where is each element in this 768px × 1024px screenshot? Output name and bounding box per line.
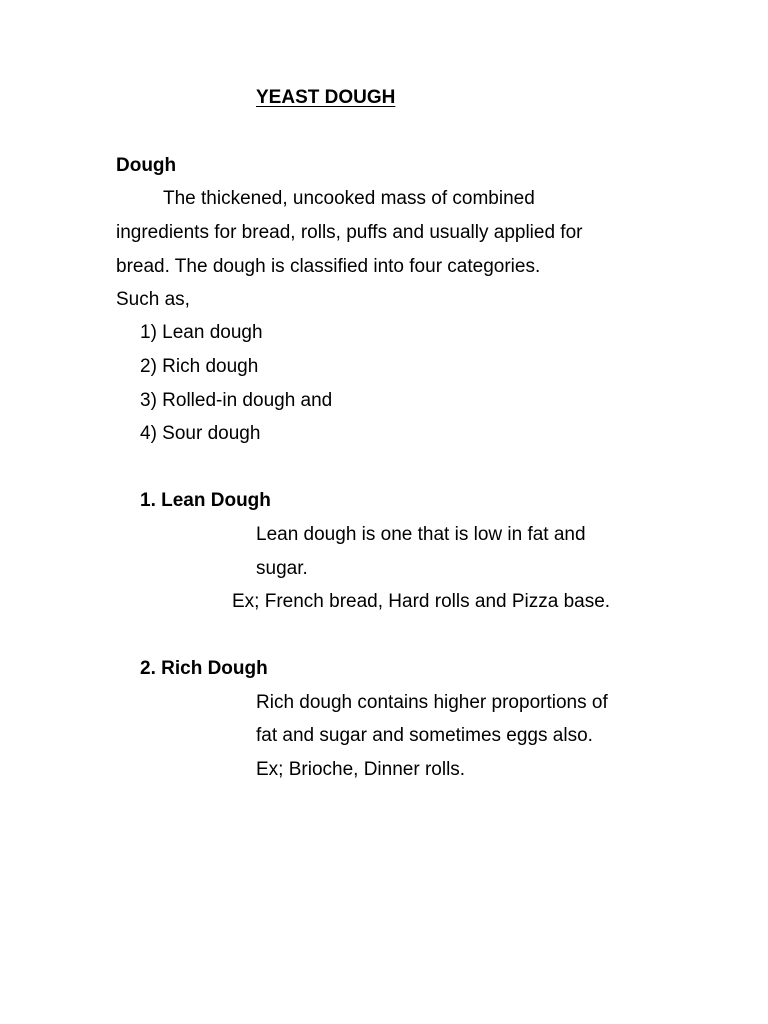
rich-dough-description-line: Rich dough contains higher proportions of [256,692,608,713]
category-list-item: 2) Rich dough [140,356,259,377]
rich-dough-example: Ex; Brioche, Dinner rolls. [256,759,466,780]
rich-dough-heading: 2. Rich Dough [140,658,268,679]
lean-dough-heading: 1. Lean Dough [140,490,271,511]
dough-paragraph-line: bread. The dough is classified into four categories. [116,256,541,277]
dough-heading: Dough [116,155,177,176]
category-list-item: 4) Sour dough [140,423,261,444]
category-list-item: 1) Lean dough [140,322,263,343]
lean-dough-description-line: sugar. [256,558,308,579]
category-list-item: 3) Rolled-in dough and [140,390,333,411]
dough-paragraph-line: ingredients for bread, rolls, puffs and usually applied for [116,222,583,243]
lean-dough-example: Ex; French bread, Hard rolls and Pizza base. [232,591,611,612]
lean-dough-description-line: Lean dough is one that is low in fat and [256,524,586,545]
dough-paragraph-line: The thickened, uncooked mass of combined [163,188,535,209]
rich-dough-description-line: fat and sugar and sometimes eggs also. [256,725,593,746]
document-title: YEAST DOUGH [256,87,396,108]
dough-paragraph-line: Such as, [116,289,190,310]
